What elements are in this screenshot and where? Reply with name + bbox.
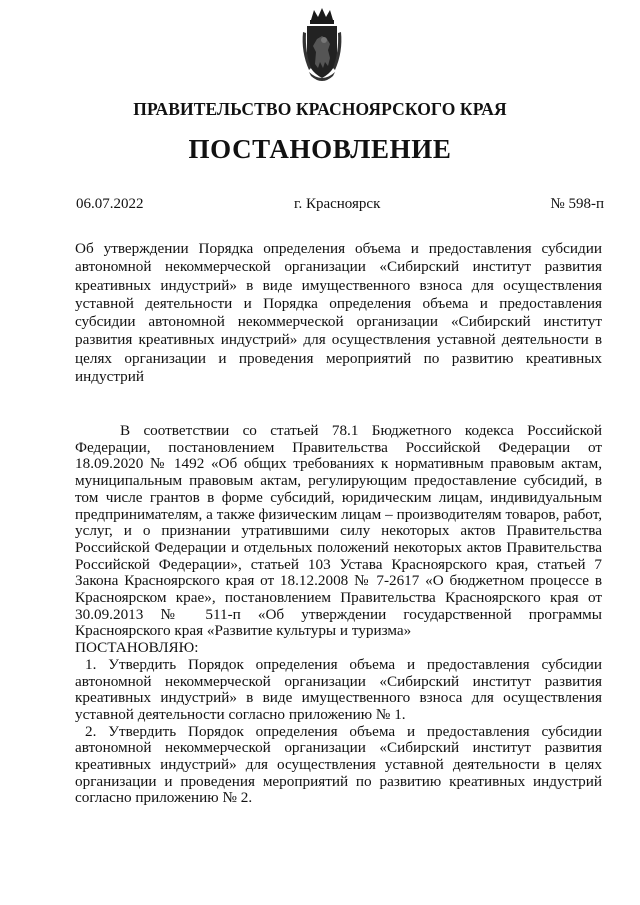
decree-item-2: 2. Утвердить Порядок определения объема и предоставления субсидии автономной некоммерческой организации «Сибирский институт развития креативных индустрий» для осуществления уставной деятельности в целях организации и проведения мероприятий по развитию креативных индустрий согласно приложению № 2. [75, 722, 602, 807]
document-type: ПОСТАНОВЛЕНИЕ [188, 134, 452, 164]
document-body [75, 423, 602, 807]
document-title: Об утверждении Порядка определения объема и предоставления субсидии автономной некоммерческой организации «Сибирский институт развития креативных индустрий» в виде имущественного взноса для осуществления уставной деятельности и Порядка определения объема и предоставления субсидии автономной некоммерческой организации «Сибирский институт развития креативных индустрий» для осуществления уставной деятельности в целях организации и проведения мероприятий по развитию креативных индустрий [75, 240, 602, 386]
document-city: г. Красноярск [294, 196, 381, 212]
document-date: 06.07.2022 [76, 196, 144, 212]
krasnoyarsk-krai-coat-of-arms-icon [299, 6, 345, 86]
document-meta [76, 196, 604, 216]
preamble-paragraph: В соответствии со статьей 78.1 Бюджетного кодекса Российской Федерации, постановлением Правительства Российской Федерации от 18.09.2020 № 1492 «Об общих требованиях к нормативным правовым актам, муниципальным правовым актам, регулирующим предоставление субсидий, в том числе грантов в форме субсидий, юридическим лицам, индивидуальным предпринимателям, а также физическим лицам – производителям товаров, работ, услуг, и о признании утратившими силу некоторых актов Правительства Российской Федерации и отдельных положений некоторых актов Правительства Российской Федерации», статьей 103 Устава Красноярского края, статьей 7 Закона Красноярского края от 18.12.2008 № 7-2617 «О бюджетном процессе в Красноярском крае», постановлением Правительства Красноярского края от 30.09.2013 № 511-п «Об утверждении государственной программы Красноярского края «Развитие культуры и туризма» [75, 422, 602, 640]
document-number: № 598-п [550, 196, 604, 212]
decree-word: ПОСТАНОВЛЯЮ: [75, 639, 199, 657]
decree-item-1: 1. Утвердить Порядок определения объема и предоставления субсидии автономной некоммерческой организации «Сибирский институт развития креативных индустрий» в виде имущественного взноса для осуществления уставной деятельности согласно приложению № 1. [75, 655, 602, 723]
organization-name: ПРАВИТЕЛЬСТВО КРАСНОЯРСКОГО КРАЯ [133, 99, 507, 119]
